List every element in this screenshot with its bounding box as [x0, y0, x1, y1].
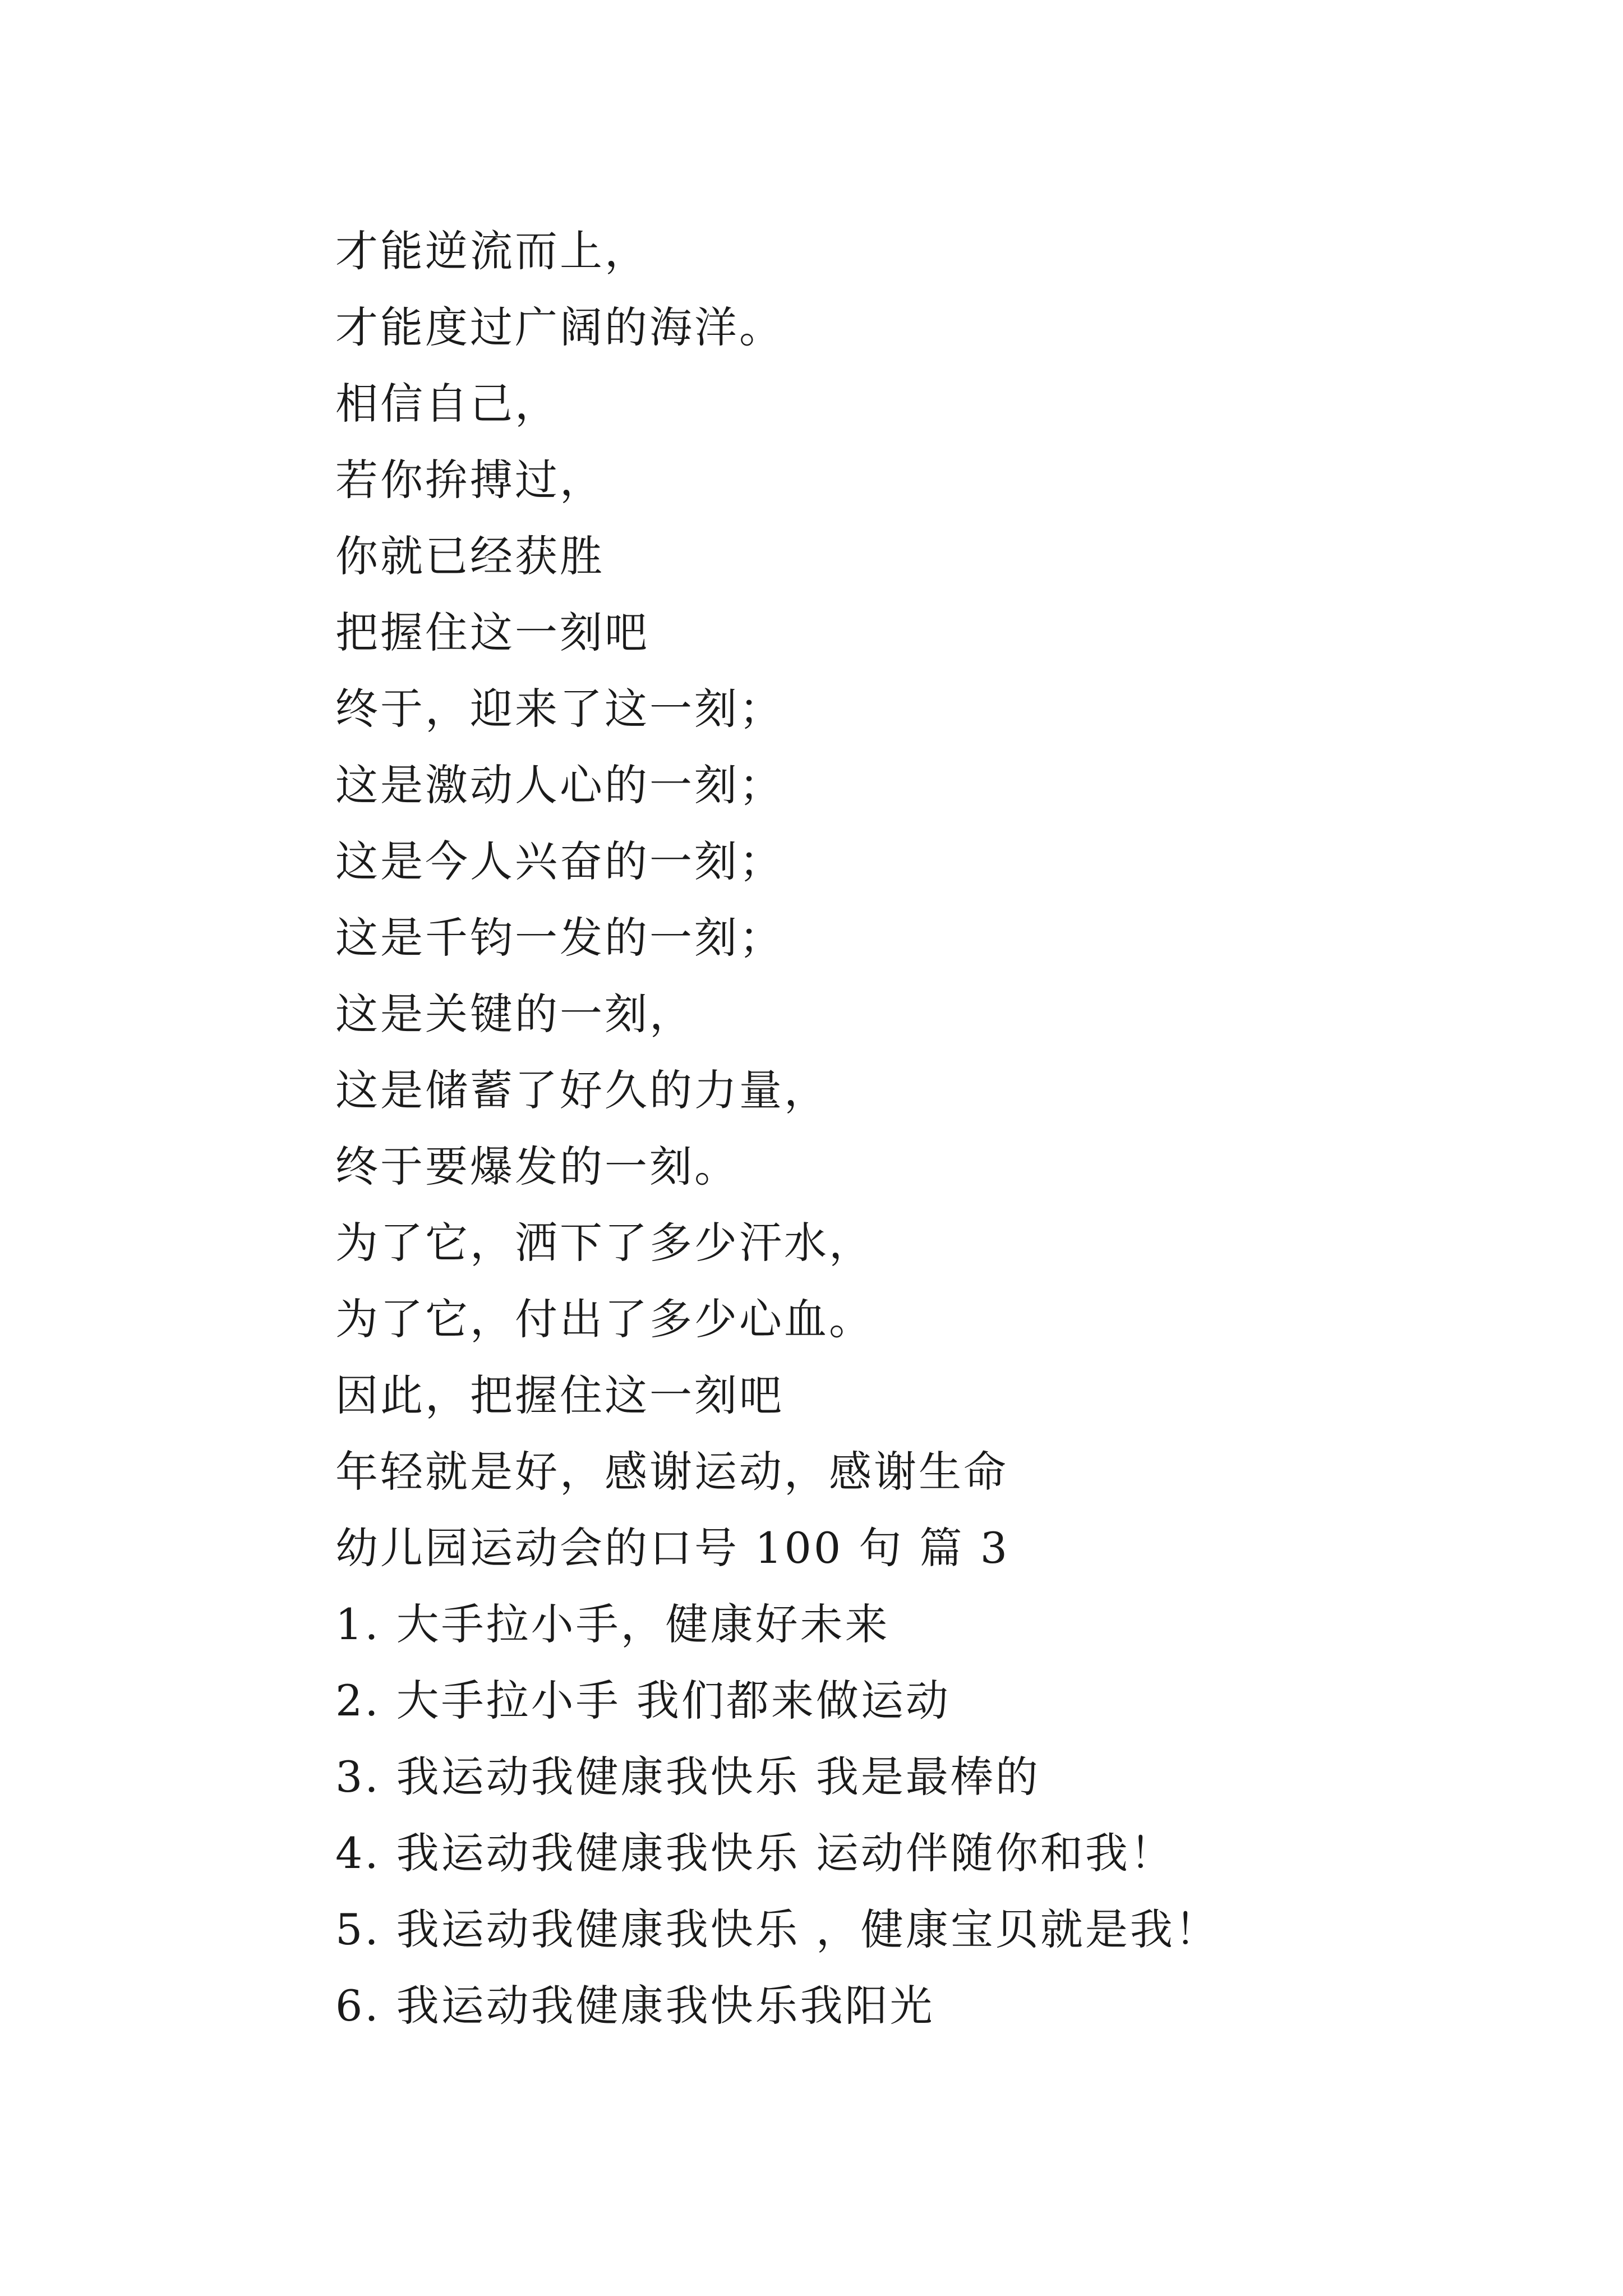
document-body	[335, 213, 1457, 2044]
list-item: 6. 我运动我健康我快乐我阳光	[335, 1981, 935, 2031]
text-line: 才能逆流而上，	[335, 226, 649, 276]
list-item: 5. 我运动我健康我快乐 ，健康宝贝就是我！	[335, 1904, 1220, 1954]
text-line: 年轻就是好，感谢运动，感谢生命	[335, 1447, 1008, 1497]
text-line: 因此，把握住这一刻吧	[335, 1370, 784, 1420]
text-line: 这是关键的一刻，	[335, 989, 694, 1039]
list-item: 1. 大手拉小手，健康好未来	[335, 1599, 890, 1649]
text-line: 若你拚搏过，	[335, 455, 605, 505]
text-line: 为了它，付出了多少心血。	[335, 1294, 874, 1344]
text-line: 这是激动人心的一刻；	[335, 760, 784, 810]
text-line: 终于要爆发的一刻。	[335, 1142, 739, 1191]
list-item: 3. 我运动我健康我快乐 我是最棒的	[335, 1752, 1040, 1802]
text-line: 把握住这一刻吧	[335, 608, 649, 657]
text-line: 这是储蓄了好久的力量，	[335, 1065, 829, 1115]
list-item: 4. 我运动我健康我快乐 运动伴随你和我！	[335, 1828, 1175, 1878]
text-line: 才能度过广阔的海洋。	[335, 302, 784, 352]
text-line: 你就已经获胜	[335, 531, 605, 581]
section-heading: 幼儿园运动会的口号 100 句 篇 3	[335, 1523, 1010, 1573]
text-line: 这是今人兴奋的一刻；	[335, 836, 784, 886]
text-line: 相信自己，	[335, 379, 560, 429]
list-item: 2. 大手拉小手 我们都来做运动	[335, 1676, 951, 1726]
text-line: 这是千钧一发的一刻；	[335, 913, 784, 963]
text-line: 为了它，洒下了多少汗水，	[335, 1218, 874, 1268]
text-line: 终于，迎来了这一刻；	[335, 684, 784, 734]
